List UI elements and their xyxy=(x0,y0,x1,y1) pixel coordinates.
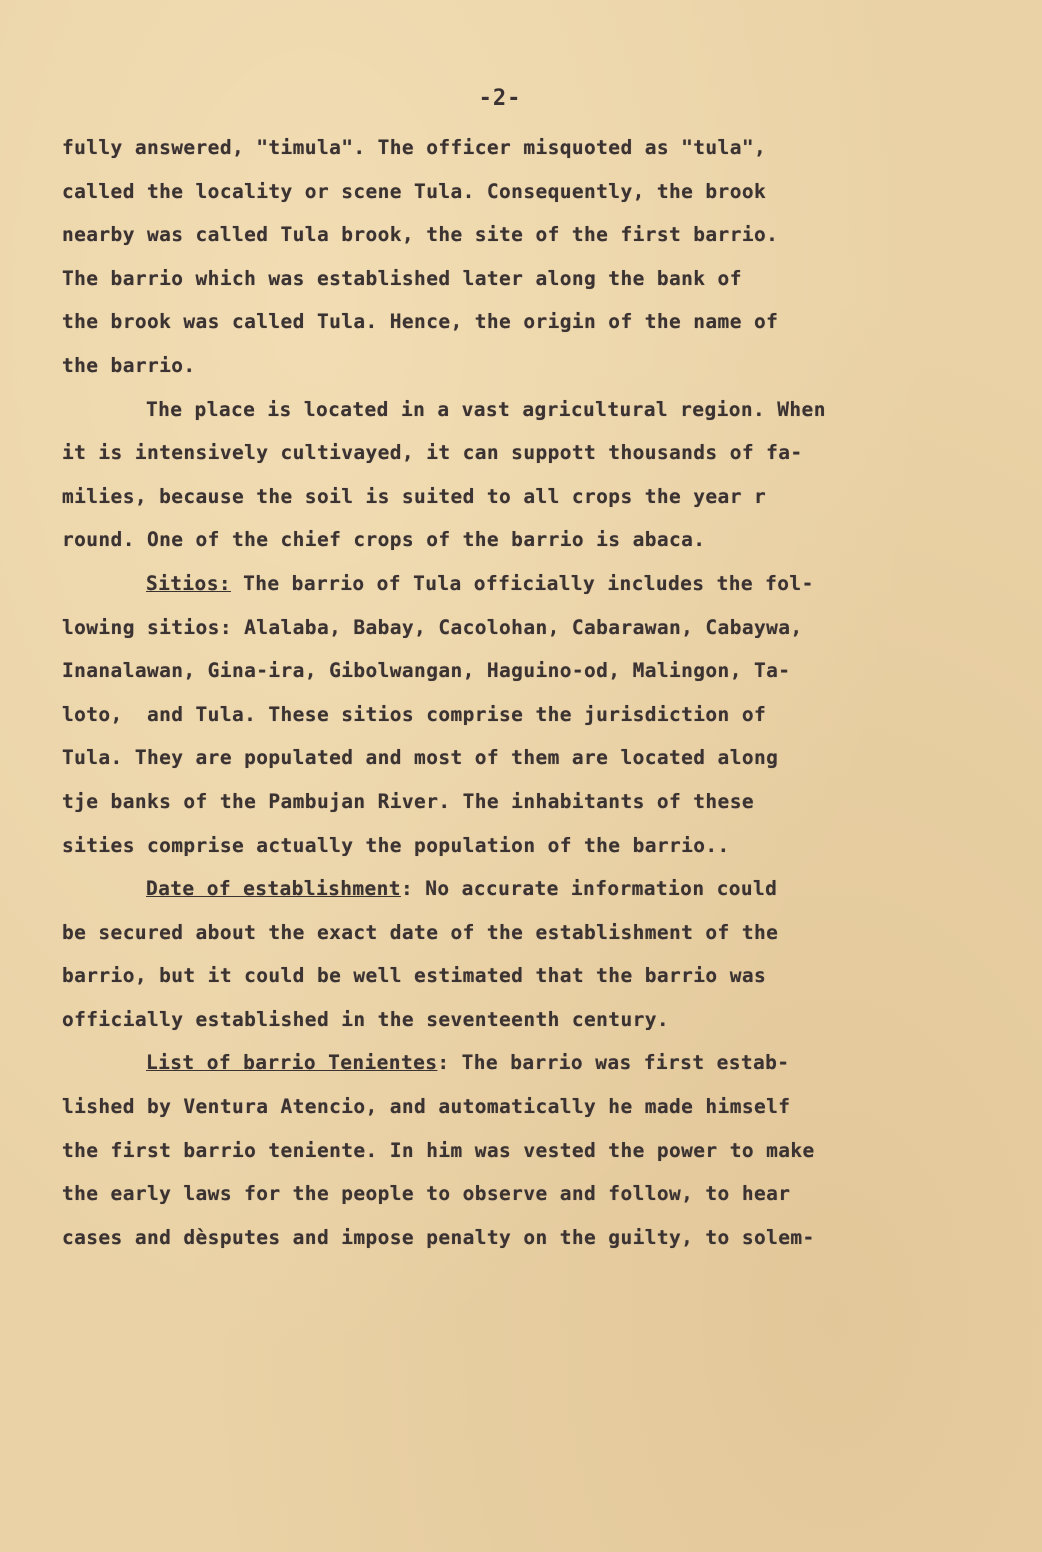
date-first-line xyxy=(62,867,992,911)
paragraph-line: nearby was called Tula brook, the site of the first barrio. xyxy=(62,223,779,247)
paragraph-line: sities comprise actually the population of the barrio.. xyxy=(62,833,730,857)
tenientes-first-line xyxy=(62,1041,992,1085)
paragraph-line: the first barrio teniente. In him was vested the power to make xyxy=(62,1138,815,1162)
paragraph-line: cases and dèsputes and impose penalty on the guilty, to solem- xyxy=(62,1225,815,1249)
tenientes-heading: List of barrio Tenientes xyxy=(146,1051,438,1075)
paragraph-line: tje banks of the Pambujan River. The inhabitants of these xyxy=(62,789,754,813)
paragraph-line: the barrio. xyxy=(62,353,196,377)
paragraph-line: called the locality or scene Tula. Consequently, the brook xyxy=(62,179,767,203)
paragraph-line: be secured about the exact date of the establishment of the xyxy=(62,920,779,944)
paragraph-line: Tula. They are populated and most of them are located along xyxy=(62,746,779,770)
paragraph-line: it is intensively cultivayed, it can suppott thousands of fa- xyxy=(62,441,803,465)
paragraph-line: the brook was called Tula. Hence, the origin of the name of xyxy=(62,310,779,334)
paragraph-line: The barrio which was established later along the bank of xyxy=(62,266,742,290)
sitios-first-line xyxy=(62,562,992,606)
sitios-heading: Sitios: xyxy=(146,571,231,595)
paragraph-line: fully answered, "timula". The officer misquoted as "tula", xyxy=(62,136,767,159)
paragraph-line: barrio, but it could be well estimated that the barrio was xyxy=(62,964,767,988)
document-body xyxy=(62,126,992,1259)
paragraph-line: round. One of the chief crops of the barrio is abaca. xyxy=(62,528,706,552)
paragraph-line: loto, and Tula. These sitios comprise the jurisdiction of xyxy=(62,702,767,726)
date-first-line-text: : No accurate information could xyxy=(400,877,778,901)
paragraph-line: The place is located in a vast agricultural region. When xyxy=(146,397,826,421)
page-number: -2- xyxy=(478,86,522,111)
date-heading: Date of establishment xyxy=(146,877,401,901)
paragraph-line: lowing sitios: Alalaba, Babay, Cacolohan, Cabarawan, Cabaywa, xyxy=(62,615,803,639)
tenientes-first-line-text: : The barrio was first estab- xyxy=(437,1051,790,1075)
paragraph-line: lished by Ventura Atencio, and automatically he made himself xyxy=(62,1095,791,1119)
paragraph-line: milies, because the soil is suited to all crops the year r xyxy=(62,484,767,508)
sitios-first-line-text: The barrio of Tula officially includes the fol- xyxy=(230,571,814,595)
paragraph-line: Inanalawan, Gina-ira, Gibolwangan, Haguino-od, Malingon, Ta- xyxy=(62,659,791,683)
paragraph-line: the early laws for the people to observe and follow, to hear xyxy=(62,1182,791,1206)
paragraph-line: officially established in the seventeenth century. xyxy=(62,1007,669,1031)
